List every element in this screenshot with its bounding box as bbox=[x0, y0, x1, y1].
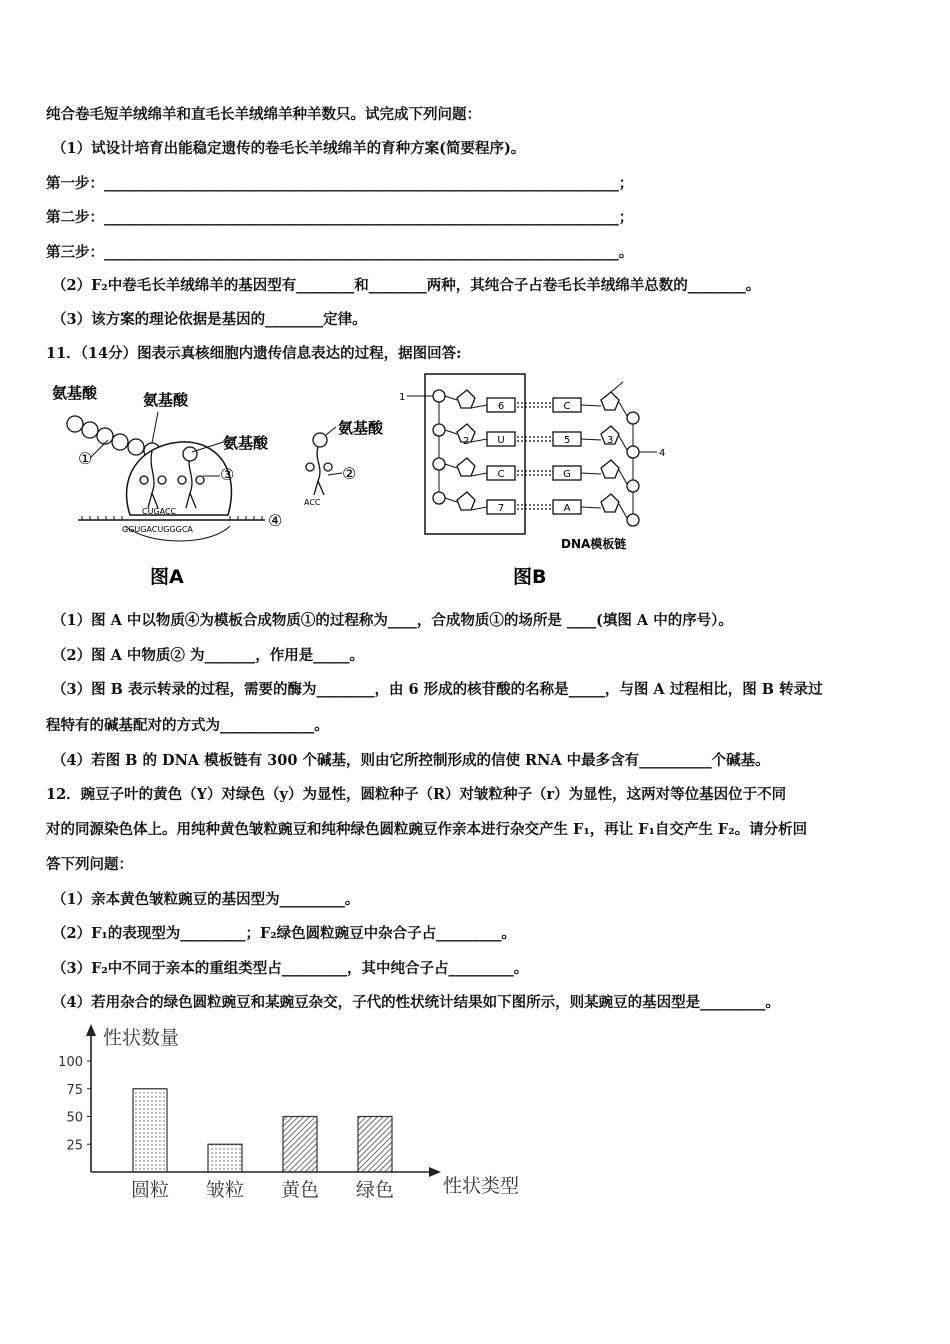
fig-a-num4: ④ bbox=[268, 511, 283, 530]
figure-b bbox=[395, 368, 685, 598]
fig-a-caption: 图A bbox=[150, 566, 184, 588]
x-category-label: 皱粒 bbox=[205, 1179, 245, 1201]
fig-a-num3: ③ bbox=[220, 465, 235, 484]
fig-a-aa2: 氨基酸 bbox=[143, 391, 189, 409]
fig-b-left-base: U bbox=[497, 435, 505, 446]
fig-b-caption: 图B bbox=[513, 566, 547, 588]
question-12-title-cont: 对的同源染色体上。用纯种黄色皱粒豌豆和纯种绿色圆粒豌豆作亲本进行杂交产生 F₁，再让 F₁自交产生 F₂。请分析回 bbox=[46, 821, 808, 838]
bar-2 bbox=[208, 1144, 242, 1172]
question-11-3-cont: 程特有的碱基配对的方式为_____________。 bbox=[46, 717, 329, 734]
question-10-1: （1）试设计培育出能稳定遗传的卷毛长羊绒绵羊的育种方案(简要程序)。 bbox=[52, 140, 526, 157]
question-11-2: （2）图 A 中物质② 为_______，作用是_____。 bbox=[52, 647, 364, 664]
question-12-2: （2）F₁的表现型为_________；F₂绿色圆粒豌豆中杂合子占_________。 bbox=[52, 925, 516, 942]
y-tick-label: 50 bbox=[66, 1110, 83, 1126]
text-line: 纯合卷毛短羊绒绵羊和直毛长羊绒绵羊种羊数只。试完成下列问题： bbox=[46, 106, 481, 123]
question-10-3: （3）该方案的理论依据是基因的________定律。 bbox=[52, 311, 367, 328]
fig-a-num1: ① bbox=[78, 449, 93, 468]
fig-b-right-base: C bbox=[563, 401, 571, 412]
x-category-label: 黄色 bbox=[280, 1179, 320, 1201]
question-12-title: 12．豌豆子叶的黄色（Y）对绿色（y）为显性，圆粒种子（R）对皱粒种子（r）为显性，这两对等位基因位于不同 bbox=[46, 786, 787, 803]
question-12-4: （4）若用杂合的绿色圆粒豌豆和某豌豆杂交，子代的性状统计结果如下图所示，则某豌豆的基因型是_________。 bbox=[52, 994, 780, 1011]
question-11-3: （3）图 B 表示转录的过程，需要的酶为________，由 6 形成的核苷酸的名称是_____，与图 A 过程相比，图 B 转录过 bbox=[52, 681, 823, 698]
y-tick-label: 75 bbox=[66, 1082, 83, 1098]
fig-b-left-base: C bbox=[497, 469, 505, 480]
fig-b-num3: 3 bbox=[607, 435, 614, 446]
fig-b-left-base: 6 bbox=[497, 401, 505, 412]
fig-b-right-base: A bbox=[563, 503, 571, 514]
figure-a bbox=[40, 368, 295, 598]
fig-a-num2: ② bbox=[342, 464, 357, 483]
question-11-1: （1）图 A 中以物质④为模板合成物质①的过程称为____，合成物质①的场所是 ____(填图 A 中的序号）。 bbox=[52, 612, 733, 629]
step-2: 第二步：_______________________________________________________________________； bbox=[46, 209, 634, 226]
question-12-title-end: 答下列问题： bbox=[46, 856, 133, 873]
question-11-4: （4）若图 B 的 DNA 模板链有 300 个碱基，则由它所控制形成的信使 RNA 中最多含有__________个碱基。 bbox=[52, 752, 770, 769]
question-12-3: （3）F₂中不同于亲本的重组类型占_________，其中纯合子占_________。 bbox=[52, 960, 529, 977]
fig-b-num1: 1 bbox=[399, 392, 406, 403]
fig-b-label: DNA模板链 bbox=[561, 537, 627, 551]
step-1: 第一步：_______________________________________________________________________； bbox=[46, 175, 634, 192]
x-category-label: 绿色 bbox=[355, 1179, 395, 1201]
fig-a-acc: ACC bbox=[304, 498, 321, 507]
fig-b-right-base: 5 bbox=[563, 435, 571, 446]
fig-a-aa1: 氨基酸 bbox=[52, 384, 98, 402]
chart-xlabel: 性状类型 bbox=[443, 1175, 520, 1197]
fig-b-num4: 4 bbox=[659, 448, 666, 459]
y-tick-label: 100 bbox=[58, 1055, 83, 1070]
fig-b-num2: 2 bbox=[463, 436, 470, 447]
step-3: 第三步：_______________________________________________________________________。 bbox=[46, 244, 634, 261]
chart-title: 性状数量 bbox=[103, 1027, 180, 1049]
fig-a-codon: CUGACC bbox=[142, 507, 177, 516]
figure-a-trna bbox=[288, 405, 403, 515]
question-12-1: （1）亲本黄色皱粒豌豆的基因型为_________。 bbox=[52, 891, 360, 908]
fig-a-aa3: 氨基酸 bbox=[223, 434, 269, 452]
bar-4 bbox=[358, 1117, 392, 1173]
y-tick-label: 25 bbox=[66, 1138, 83, 1154]
question-10-2: （2）F₂中卷毛长羊绒绵羊的基因型有________和________两种，其纯合子占卷毛长羊绒绵羊总数的________。 bbox=[52, 277, 761, 294]
x-category-label: 圆粒 bbox=[130, 1179, 170, 1201]
fig-b-right-base: G bbox=[563, 469, 571, 480]
bar-3 bbox=[283, 1117, 317, 1173]
fig-a-aa4: 氨基酸 bbox=[338, 419, 384, 437]
bar-1 bbox=[133, 1089, 167, 1172]
trait-bar-chart bbox=[55, 1020, 565, 1210]
question-11-title: 11．（14分）图表示真核细胞内遗传信息表达的过程，据图回答: bbox=[46, 345, 462, 362]
fig-a-mrna: GGUGACUGGGCA bbox=[122, 525, 193, 534]
fig-b-left-base: 7 bbox=[497, 503, 505, 514]
